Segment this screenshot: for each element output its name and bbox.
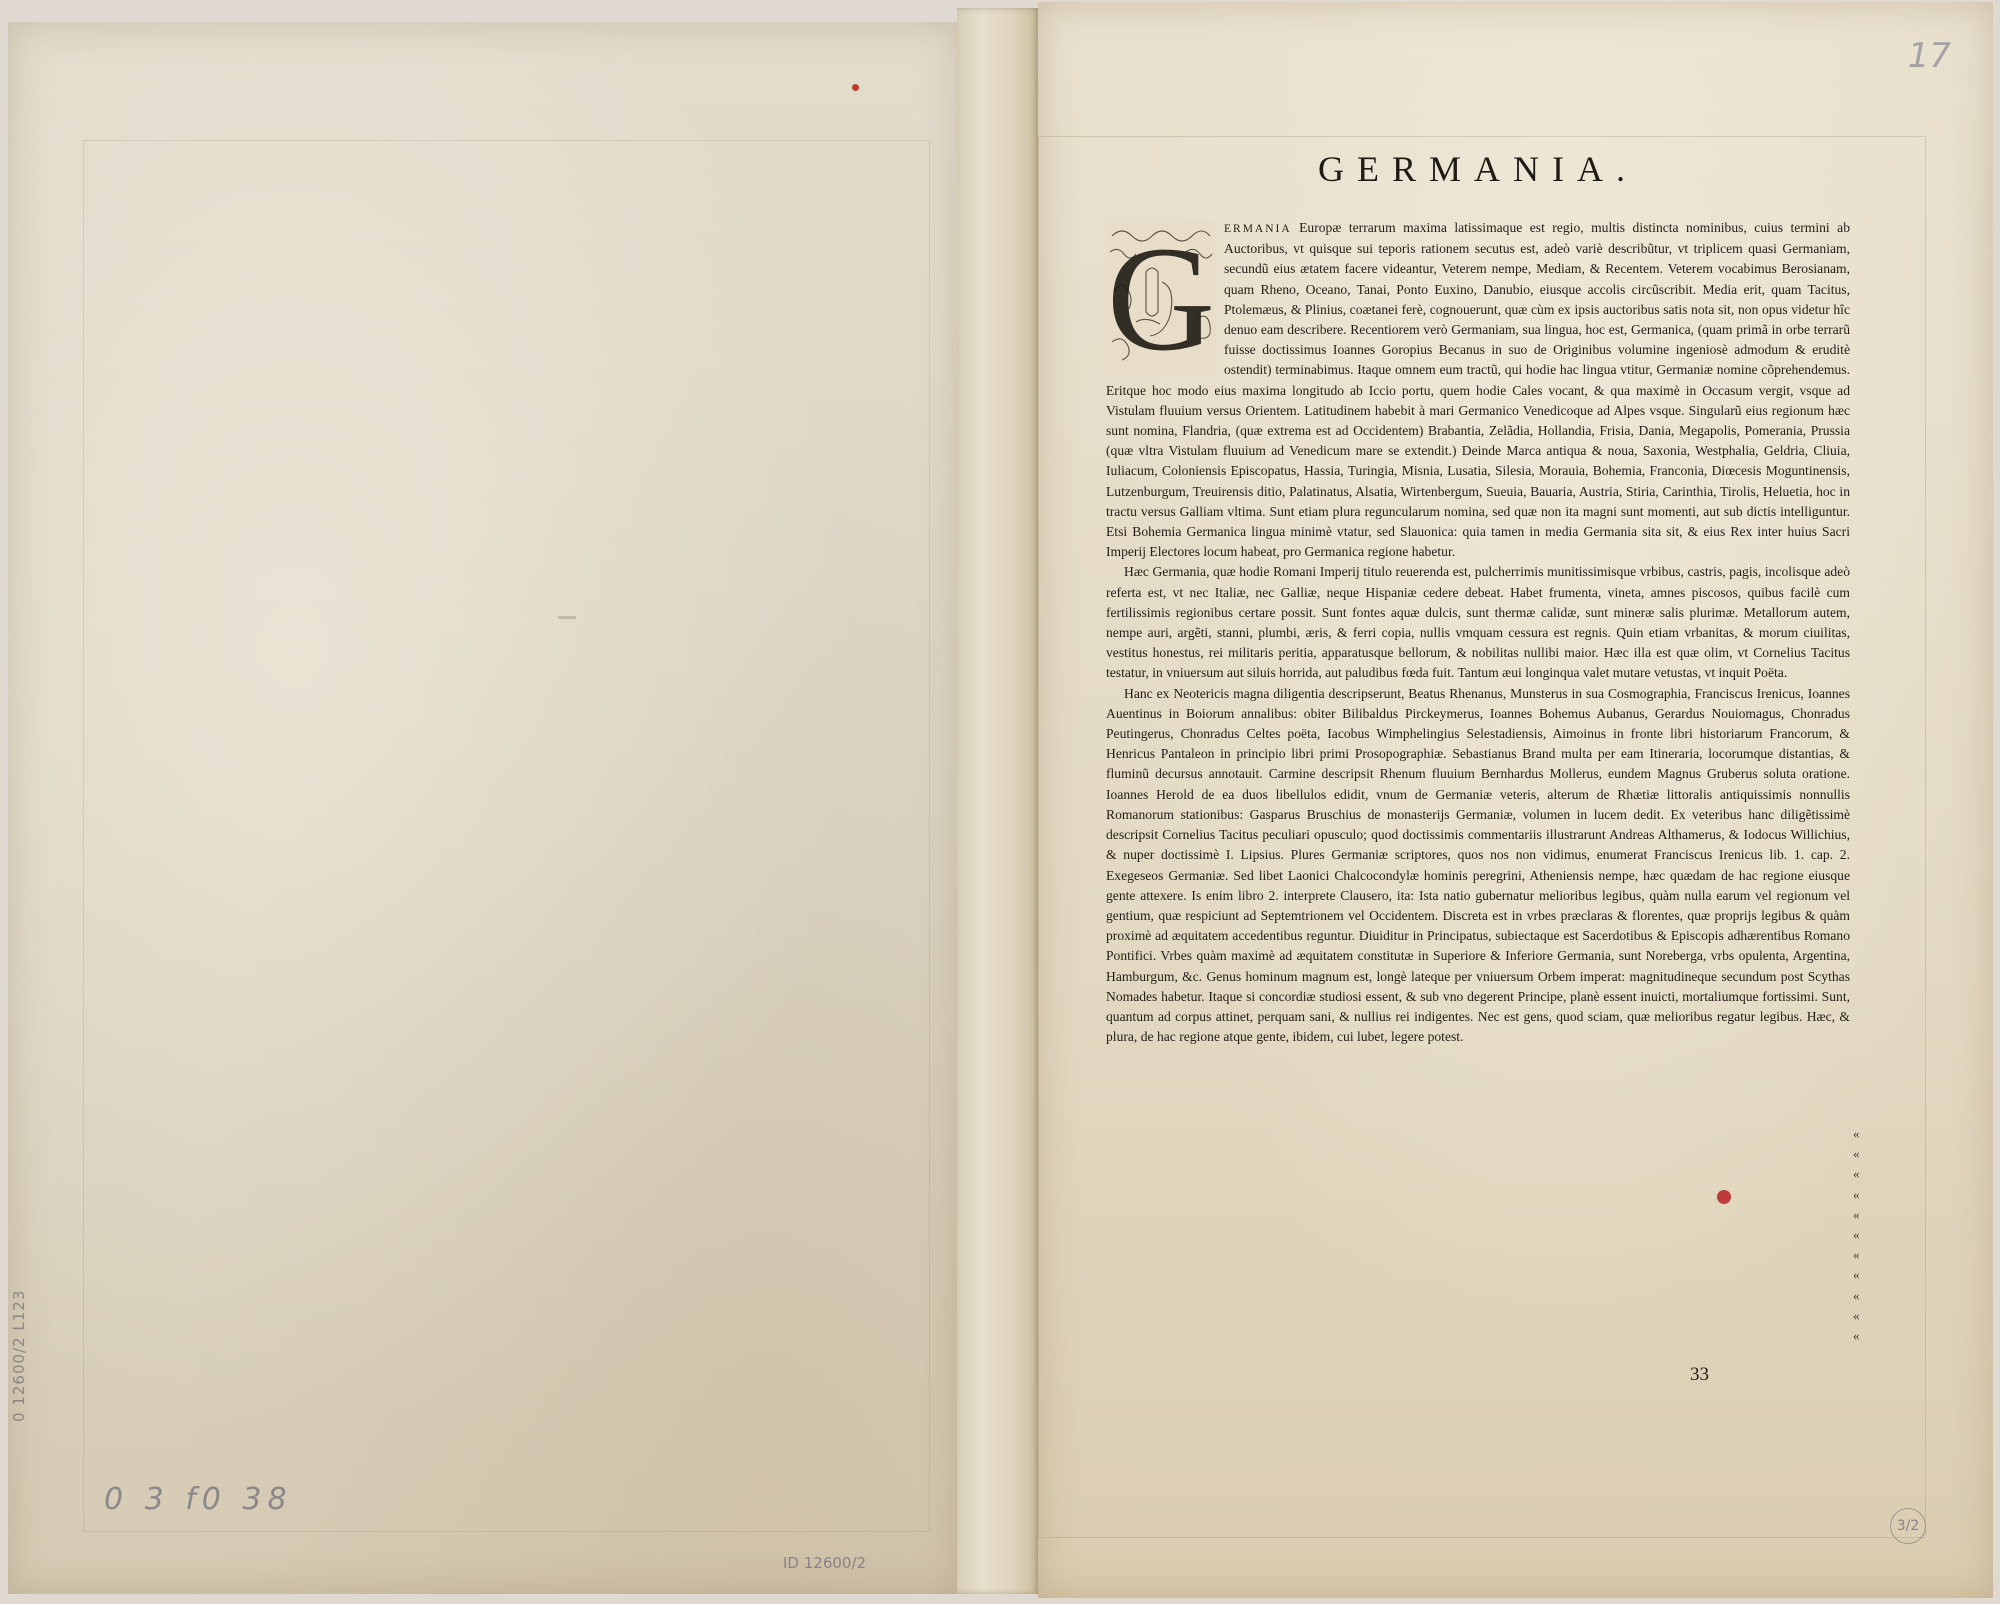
- pencil-inventory-note: 0 12600/2 L123: [10, 1289, 28, 1422]
- quote-mark: «: [1853, 1287, 1860, 1303]
- circled-reference: 3/2: [1890, 1508, 1926, 1544]
- red-ink-blot: [1717, 1190, 1731, 1204]
- pencil-number: 0 3 f0 38: [104, 1482, 293, 1517]
- quote-mark: «: [1853, 1206, 1860, 1222]
- red-ink-spot: [852, 84, 859, 91]
- right-page-text: [1038, 2, 1993, 1598]
- paragraph-1-text: Europæ terrarum maxima latissimaque est regio, multis distincta nominibus, cuius termini ab Auctoribus, vt quisque sui teporis rationem secutus est, adeò variè describũtur, vt triplicem quasi Germaniam, secundũ eius ætatem facere videantur, Veterem nempe, Mediam, & Recentem. Veterem vocabimus Berosianam, quam Rheno, Oceano, Tanai, Ponto Euxino, Danubio, eiusque accolis circũscribit. Media erit, quam Tacitus, Ptolemæus, & Plinius, coætanei ferè, cognouerunt, quæ cùm ex ipsis auctoribus satis nota sit, non opus videtur hîc denuo eam describere. Recentiorem verò Germaniam, sua lingua, hoc est, Germanica, (quam primã in orbe terrarũ fuisse doctissimus Ioannes Goropius Becanus in suo de Originibus volumine ingeniosè admodum & eruditè ostendit) terminabimus. Itaque omnem eum tractũ, qui hodie hac lingua vtitur, Germaniæ nomine cõprehendemus. Eritque hoc modo eius maxima longitudo ab Iccio portu, quem hodie Cales vocant, & qua maximè in Occasum vergit, vsque ad Vistulam fluuium versus Orientem. Latitudinem habebit à mari Germanico Venedicoque ad Alpes vsque. Singularũ eius regionum hæc sunt nomina, Flandria, (quæ extrema est ad Occidentem) Brabantia, Zelãdia, Hollandia, Frisia, Dania, Megapolis, Pomerania, Prussia (quæ vltra Vistulam fluuium ad Venedicum mare se extendit.) Deinde Marca antiqua & noua, Saxonia, Westphalia, Geldria, Cliuia, Iuliacum, Coloniensis Episcopatus, Hassia, Turingia, Misnia, Lusatia, Silesia, Morauia, Bohemia, Franconia, Diœcesis Moguntinensis, Lutzenburgum, Treuirensis ditio, Palatinatus, Alsatia, Wirtenbergum, Sueuia, Bauaria, Austria, Stiria, Carinthia, Tirolis, Heluetia, hoc in tractu versus Galliam vltima. Sunt etiam plura reguncularum nomina, sed quæ non ita magni sunt momenti, aut sub dictis intelliguntur. Etsi Bohemia Germanica lingua minimè vtatur, sed Slauonica: quia tamen in media Germania sita sit, & eius Rex inter huius Sacri Imperij Electores locum habeat, pro Germanica regione habetur.: [1106, 220, 1850, 560]
- paragraph-1: [1106, 218, 1850, 562]
- pencil-id-label: ID 12600/2: [783, 1554, 867, 1572]
- small-ink-mark: [558, 616, 576, 619]
- body-text: [1106, 218, 1850, 1338]
- paragraph-3: Hanc ex Neotericis magna diligentia descripserunt, Beatus Rhenanus, Munsterus in sua Cosmographia, Franciscus Irenicus, Ioannes Auentinus in Boiorum annalibus: obiter Bilibaldus Pirckeymerus, Ioannes Bohemus Aubanus, Gerardus Nouiomagus, Chonradus Peutingerus, Chonradus Celtes poëta, Iacobus Wimphelingius Selestadiensis, Aimoinus in fronte libri historiarum Francorum, & Henricus Pantaleon in principio libri primi Prosopographiæ. Sebastianus Brand multa per eam Itineraria, locorumque distantias, & fluminũ decursus annotauit. Carmine descripsit Rhenum fluuium Bernhardus Mollerus, eundem Magnus Gruberus soluta oratione. Ioannes Herold de ea duos libellulos edidit, vnum de Germaniæ veteris, alterum de Rhætiæ littoralis antiquissimis nonnullis Romanorum stationibus: Gasparus Bruschius de monasterijs Germaniæ, volumen in lucem dedit. Ex veteribus hanc diligẽtissimè descripsit Cornelius Tacitus peculiari opusculo; quod doctissimis commentariis illustrarunt Andreas Althamerus, & Iodocus Willichius, & nuper doctissimè I. Lipsius. Plures Germaniæ scriptores, quos nos non vidimus, enumerat Franciscus Irenicus lib. 1. cap. 2. Exegeseos Germaniæ. Sed libet Laonici Chalcocondylæ hominis peregrini, Atheniensis nempe, hæc quædam de hac regione eiusque gente attexere. Is enim libro 2. interprete Clausero, ita: Ista natio gubernatur melioribus legibus, quàm nulla earum vel regionum vel gentium, quæ respiciunt ad Septemtrionem vel Occidentem. Discreta est in vrbes præclaras & florentes, quæ proprijs legibus & quàm proximè ad æquitatem accedentibus reguntur. Diuiditur in Principatus, subiectaque est Sacerdotibus & Episcopis adhærentibus Romano Pontifici. Vrbes quàm maximè ad æquitatem constitutæ in Superiore & Inferiore Germania, sunt Noreberga, vrbs opulenta, Argentina, Hamburgum, &c. Genus hominum magnum est, longè lateque per vniuersum Orbem imperat: magnitudineque secundum post Scythas Nomades habetur. Itaque si concordiæ studiosi essent, & sub vno degerent Principe, planè essent inuicti, mortaliumque fortissimi. Sunt, quantum ad corpus attinet, perquam sani, & nullius rei indigentes. Nec est gens, quod sciam, quæ melioribus regatur legibus. Hæc, & plura, de hac regione atque gente, ibidem, cui lubet, legere potest.: [1106, 685, 1850, 1045]
- quote-mark: «: [1853, 1126, 1860, 1141]
- decorated-initial: [1106, 216, 1216, 382]
- left-page-verso: [8, 22, 960, 1594]
- quote-mark: «: [1853, 1146, 1860, 1162]
- quote-mark: «: [1853, 1328, 1860, 1344]
- paragraph-2: Hæc Germania, quæ hodie Romani Imperij titulo reuerenda est, pulcherrimis munitissimisque vrbibus, castris, pagis, incolisque adeò referta est, vt nec Italiæ, nec Galliæ, neque Hispaniæ cedere debeat. Habet frumenta, vineta, amnes piscosos, quibus facilè cum fertilissimis regionibus certare possit. Sunt fontes aquæ dulcis, sunt thermæ calidæ, sunt mineræ salis plurimæ. Metallorum autem, nempe auri, argẽti, stanni, plumbi, æris, & ferri copia, nullis vmquam cessura est regnis. Quin etiam vrbanitas, & morum ciuilitas, vestitus honestus, rei militaris peritia, apparatusque bellorum, & nobilitas nullibi maior. Hæc illa est quæ olim, vt Cornelius Tacitus testatur, in vniuersum aut siluis horrida, aut paludibus fœda fuit. Tantum æui longinqua valet mutare vetustas, vt inquit Poëta.: [1106, 564, 1850, 681]
- plate-mark: [83, 140, 930, 1532]
- quote-mark: «: [1853, 1166, 1860, 1182]
- quote-mark: «: [1853, 1247, 1860, 1263]
- initial-letter: G: [1106, 216, 1216, 382]
- quote-mark: «: [1853, 1186, 1860, 1202]
- quote-mark: «: [1853, 1267, 1860, 1283]
- binding-gutter: [957, 8, 1039, 1594]
- page-title: GERMANIA.: [1318, 149, 1638, 189]
- page-number: 33: [1690, 1364, 1709, 1385]
- pencil-corner-number: 17: [1907, 36, 1951, 76]
- quote-mark: «: [1853, 1307, 1860, 1323]
- lead-word: ERMANIA: [1224, 223, 1292, 235]
- marginal-quote-marks: [1853, 1124, 1871, 1346]
- quote-mark: «: [1853, 1227, 1860, 1243]
